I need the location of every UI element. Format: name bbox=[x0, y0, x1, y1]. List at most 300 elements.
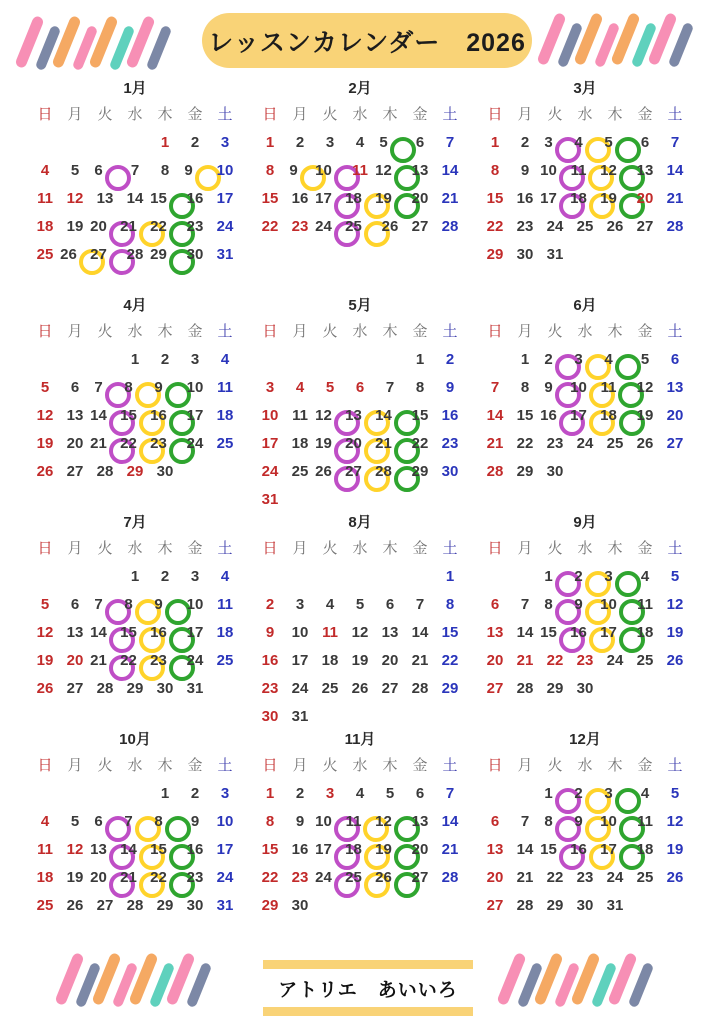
day-cell bbox=[480, 184, 510, 212]
day-cell bbox=[315, 646, 345, 674]
day-number: 3 bbox=[265, 378, 275, 396]
day-number: 13 bbox=[66, 623, 84, 641]
day-number: 30 bbox=[441, 462, 459, 480]
day-cell bbox=[120, 562, 150, 590]
day-number: 29 bbox=[441, 679, 459, 697]
day-number: 3 bbox=[325, 784, 335, 802]
day-cell bbox=[285, 618, 315, 646]
day-number: 1 bbox=[265, 784, 275, 802]
day-number: 8 bbox=[544, 595, 553, 613]
day-cell bbox=[255, 835, 285, 863]
month-title: 11月 bbox=[344, 731, 376, 748]
day-number: 30 bbox=[576, 896, 594, 914]
month-day-grid bbox=[30, 751, 240, 919]
day-number: 17 bbox=[261, 434, 279, 452]
day-number: 4 bbox=[295, 378, 305, 396]
day-number: 16 bbox=[186, 189, 204, 207]
day-number: 29 bbox=[126, 462, 144, 480]
day-number: 9 bbox=[574, 812, 583, 830]
weekday-label: 水 bbox=[352, 322, 368, 340]
weekday-label: 土 bbox=[217, 105, 233, 123]
month-day-grid bbox=[30, 534, 240, 702]
lesson-circle-green bbox=[615, 354, 641, 380]
day-number: 17 bbox=[216, 189, 234, 207]
weekday-label: 水 bbox=[127, 539, 143, 557]
day-number: 12 bbox=[666, 812, 684, 830]
day-number: 12 bbox=[351, 623, 369, 641]
day-number: 27 bbox=[666, 434, 684, 452]
header bbox=[0, 0, 724, 78]
weekday-label: 水 bbox=[577, 322, 593, 340]
day-number: 9 bbox=[295, 812, 305, 830]
brush-decoration-bottom-right bbox=[506, 952, 646, 1008]
day-cell bbox=[345, 590, 375, 618]
day-cell bbox=[480, 128, 510, 156]
day-number: 22 bbox=[150, 217, 167, 235]
day-number: 18 bbox=[291, 434, 309, 452]
day-number: 24 bbox=[576, 434, 594, 452]
day-number: 12 bbox=[315, 406, 332, 424]
day-cell bbox=[30, 835, 60, 863]
day-number: 7 bbox=[520, 812, 530, 830]
day-number: 20 bbox=[666, 406, 684, 424]
weekday-label: 月 bbox=[67, 756, 83, 774]
day-number: 13 bbox=[636, 161, 654, 179]
day-number: 3 bbox=[190, 567, 200, 585]
day-number: 26 bbox=[606, 217, 624, 235]
day-number: 16 bbox=[441, 406, 459, 424]
day-number: 16 bbox=[291, 840, 309, 858]
weekday-label: 土 bbox=[667, 756, 683, 774]
month-block bbox=[30, 512, 240, 729]
month-day-grid bbox=[30, 317, 240, 485]
day-cell bbox=[510, 373, 540, 401]
day-number: 21 bbox=[375, 434, 392, 452]
day-number: 2 bbox=[445, 350, 455, 368]
weekday-label: 木 bbox=[382, 105, 398, 123]
day-number: 9 bbox=[154, 595, 163, 613]
day-number: 28 bbox=[126, 245, 144, 263]
day-number: 6 bbox=[415, 784, 425, 802]
day-cell bbox=[90, 212, 120, 240]
day-number: 23 bbox=[576, 651, 594, 669]
day-cell bbox=[480, 212, 510, 240]
day-number: 15 bbox=[486, 189, 504, 207]
weekday-label: 金 bbox=[187, 322, 203, 340]
month-day-grid bbox=[255, 751, 465, 919]
day-cell bbox=[180, 345, 210, 373]
day-cell bbox=[60, 212, 90, 240]
day-number: 17 bbox=[216, 840, 234, 858]
day-number: 19 bbox=[351, 651, 369, 669]
day-number: 30 bbox=[291, 896, 309, 914]
day-cell bbox=[60, 401, 90, 429]
day-number: 8 bbox=[520, 378, 530, 396]
day-cell bbox=[150, 128, 180, 156]
day-number: 18 bbox=[636, 623, 654, 641]
day-number: 16 bbox=[516, 189, 534, 207]
day-number: 1 bbox=[520, 350, 530, 368]
day-number: 29 bbox=[546, 896, 564, 914]
empty-day-cell bbox=[480, 562, 510, 590]
day-number: 11 bbox=[217, 378, 233, 396]
day-cell bbox=[480, 457, 510, 485]
day-number: 15 bbox=[120, 406, 137, 424]
weekday-label: 火 bbox=[97, 105, 113, 123]
day-number: 6 bbox=[70, 595, 80, 613]
day-number: 29 bbox=[546, 679, 564, 697]
weekday-label: 土 bbox=[442, 539, 458, 557]
day-number: 28 bbox=[516, 679, 534, 697]
day-cell bbox=[285, 807, 315, 835]
day-cell bbox=[510, 863, 540, 891]
weekday-label: 月 bbox=[517, 322, 533, 340]
weekday-label: 日 bbox=[487, 322, 503, 340]
weekday-label: 日 bbox=[487, 756, 503, 774]
weekday-label: 金 bbox=[187, 756, 203, 774]
day-number: 4 bbox=[355, 784, 365, 802]
day-cell bbox=[210, 618, 240, 646]
day-cell bbox=[480, 590, 510, 618]
month-block bbox=[255, 78, 465, 295]
day-cell bbox=[435, 373, 465, 401]
day-cell bbox=[510, 891, 540, 919]
day-cell bbox=[480, 156, 510, 184]
day-number: 20 bbox=[486, 651, 504, 669]
day-number: 14 bbox=[516, 623, 534, 641]
weekday-label: 木 bbox=[607, 322, 623, 340]
weekday-label: 火 bbox=[322, 105, 338, 123]
day-number: 10 bbox=[315, 812, 332, 830]
day-cell bbox=[435, 674, 465, 702]
day-number: 14 bbox=[441, 812, 459, 830]
day-number: 11 bbox=[637, 595, 653, 613]
day-cell bbox=[210, 401, 240, 429]
day-number: 15 bbox=[411, 406, 429, 424]
day-cell bbox=[30, 156, 60, 184]
day-cell bbox=[480, 891, 510, 919]
day-number: 30 bbox=[186, 245, 204, 263]
day-number: 23 bbox=[576, 868, 594, 886]
day-number: 23 bbox=[291, 217, 309, 235]
day-cell bbox=[345, 646, 375, 674]
day-number: 1 bbox=[544, 784, 553, 802]
day-cell bbox=[660, 184, 690, 212]
day-cell bbox=[480, 646, 510, 674]
day-number: 11 bbox=[37, 189, 53, 207]
day-number: 7 bbox=[130, 161, 140, 179]
weekday-label: 水 bbox=[127, 322, 143, 340]
day-cell bbox=[435, 807, 465, 835]
day-number: 8 bbox=[415, 378, 425, 396]
month-title: 6月 bbox=[573, 297, 597, 314]
day-number: 14 bbox=[90, 406, 107, 424]
day-number: 14 bbox=[441, 161, 459, 179]
day-cell bbox=[510, 156, 540, 184]
weekday-label: 木 bbox=[382, 756, 398, 774]
day-cell bbox=[315, 674, 345, 702]
day-number: 24 bbox=[186, 434, 204, 452]
day-cell bbox=[180, 128, 210, 156]
day-cell bbox=[510, 618, 540, 646]
empty-day-cell bbox=[255, 562, 285, 590]
day-number: 26 bbox=[66, 896, 84, 914]
day-cell bbox=[210, 128, 240, 156]
day-number: 31 bbox=[186, 679, 204, 697]
weekday-label: 月 bbox=[292, 539, 308, 557]
empty-day-cell bbox=[30, 128, 60, 156]
brush-decoration-bottom-left bbox=[64, 952, 204, 1008]
day-cell bbox=[660, 128, 690, 156]
day-number: 15 bbox=[150, 189, 167, 207]
weekday-label: 金 bbox=[637, 756, 653, 774]
day-number: 1 bbox=[415, 350, 425, 368]
day-cell bbox=[480, 807, 510, 835]
day-number: 17 bbox=[186, 623, 204, 641]
day-number: 22 bbox=[120, 434, 137, 452]
day-number: 10 bbox=[261, 406, 279, 424]
day-number: 1 bbox=[160, 784, 170, 802]
day-number: 20 bbox=[66, 434, 84, 452]
day-cell bbox=[510, 646, 540, 674]
day-number: 30 bbox=[516, 245, 534, 263]
band-bottom-bar bbox=[263, 1007, 473, 1016]
day-number: 28 bbox=[666, 217, 684, 235]
day-number: 25 bbox=[36, 896, 54, 914]
month-day-grid bbox=[480, 317, 690, 485]
day-number: 4 bbox=[604, 350, 613, 368]
day-number: 8 bbox=[160, 161, 170, 179]
day-number: 19 bbox=[375, 189, 392, 207]
day-number: 1 bbox=[130, 567, 140, 585]
day-cell bbox=[435, 562, 465, 590]
title-pill bbox=[202, 13, 532, 68]
day-cell bbox=[405, 779, 435, 807]
weekday-label: 金 bbox=[412, 539, 428, 557]
day-cell bbox=[315, 128, 345, 156]
lesson-circle-green bbox=[615, 788, 641, 814]
day-number: 19 bbox=[375, 840, 392, 858]
day-number: 11 bbox=[322, 623, 338, 641]
day-number: 11 bbox=[217, 595, 233, 613]
empty-day-cell bbox=[375, 562, 405, 590]
empty-day-cell bbox=[90, 345, 120, 373]
day-cell bbox=[210, 373, 240, 401]
weekday-label: 月 bbox=[292, 322, 308, 340]
day-number: 15 bbox=[120, 623, 137, 641]
day-number: 21 bbox=[666, 189, 684, 207]
month-block bbox=[255, 512, 465, 729]
day-cell bbox=[435, 646, 465, 674]
day-number: 11 bbox=[352, 161, 368, 179]
day-cell bbox=[345, 373, 375, 401]
day-cell bbox=[285, 457, 315, 485]
day-number: 22 bbox=[441, 651, 459, 669]
month-day-grid bbox=[255, 317, 465, 513]
day-number: 9 bbox=[544, 378, 553, 396]
day-cell bbox=[30, 184, 60, 212]
day-number: 14 bbox=[516, 840, 534, 858]
day-number: 4 bbox=[220, 350, 230, 368]
day-number: 5 bbox=[670, 567, 680, 585]
day-cell bbox=[510, 835, 540, 863]
day-number: 22 bbox=[516, 434, 534, 452]
day-number: 11 bbox=[600, 378, 617, 396]
day-cell bbox=[255, 618, 285, 646]
day-number: 15 bbox=[261, 840, 279, 858]
day-number: 2 bbox=[574, 784, 583, 802]
day-number: 13 bbox=[411, 161, 429, 179]
day-cell bbox=[90, 373, 120, 401]
day-cell bbox=[180, 779, 210, 807]
month-title: 4月 bbox=[123, 297, 147, 314]
day-number: 14 bbox=[666, 161, 684, 179]
day-number: 3 bbox=[604, 567, 613, 585]
day-cell bbox=[285, 128, 315, 156]
day-cell bbox=[660, 373, 690, 401]
day-number: 19 bbox=[636, 406, 654, 424]
month-title: 2月 bbox=[348, 80, 372, 97]
day-number: 31 bbox=[291, 707, 309, 725]
weekday-label: 月 bbox=[67, 105, 83, 123]
day-number: 9 bbox=[190, 812, 200, 830]
day-cell bbox=[540, 779, 570, 807]
day-cell bbox=[255, 590, 285, 618]
weekday-label: 日 bbox=[487, 105, 503, 123]
day-cell bbox=[435, 184, 465, 212]
month-block bbox=[30, 295, 240, 512]
month-block bbox=[480, 512, 690, 729]
day-number: 30 bbox=[156, 462, 174, 480]
day-cell bbox=[255, 674, 285, 702]
day-number: 18 bbox=[36, 217, 54, 235]
day-number: 8 bbox=[124, 378, 133, 396]
brush-decoration-top-right bbox=[546, 12, 686, 68]
weekday-label: 金 bbox=[187, 539, 203, 557]
weekday-label: 火 bbox=[322, 322, 338, 340]
weekday-label: 火 bbox=[547, 105, 563, 123]
weekday-label: 金 bbox=[412, 322, 428, 340]
day-number: 17 bbox=[315, 189, 332, 207]
day-number: 25 bbox=[345, 217, 362, 235]
day-cell bbox=[345, 779, 375, 807]
day-number: 28 bbox=[411, 679, 429, 697]
day-cell bbox=[660, 401, 690, 429]
day-cell bbox=[435, 457, 465, 485]
day-number: 24 bbox=[216, 868, 234, 886]
weekday-label: 日 bbox=[262, 322, 278, 340]
day-number: 27 bbox=[96, 896, 114, 914]
day-number: 10 bbox=[186, 595, 204, 613]
day-number: 15 bbox=[540, 840, 557, 858]
day-number: 29 bbox=[126, 679, 144, 697]
day-number: 12 bbox=[636, 378, 654, 396]
day-number: 27 bbox=[411, 217, 429, 235]
day-cell bbox=[570, 674, 600, 702]
day-number: 24 bbox=[291, 679, 309, 697]
day-cell bbox=[480, 863, 510, 891]
day-number: 4 bbox=[574, 133, 583, 151]
day-number: 26 bbox=[666, 651, 684, 669]
day-cell bbox=[315, 807, 345, 835]
day-number: 4 bbox=[640, 784, 650, 802]
day-cell bbox=[30, 240, 60, 268]
day-cell bbox=[285, 212, 315, 240]
day-number: 8 bbox=[544, 812, 553, 830]
day-cell bbox=[540, 457, 570, 485]
weekday-label: 金 bbox=[187, 105, 203, 123]
day-number: 20 bbox=[486, 868, 504, 886]
day-number: 29 bbox=[516, 462, 534, 480]
empty-day-cell bbox=[255, 345, 285, 373]
day-number: 26 bbox=[60, 245, 77, 263]
day-number: 25 bbox=[36, 245, 54, 263]
day-number: 22 bbox=[261, 868, 279, 886]
day-number: 21 bbox=[411, 651, 429, 669]
day-cell bbox=[60, 618, 90, 646]
day-cell bbox=[60, 863, 90, 891]
weekday-label: 日 bbox=[262, 539, 278, 557]
day-number: 26 bbox=[36, 462, 54, 480]
day-number: 28 bbox=[486, 462, 504, 480]
day-cell bbox=[435, 618, 465, 646]
day-number: 18 bbox=[636, 840, 654, 858]
day-cell bbox=[60, 457, 90, 485]
day-number: 3 bbox=[325, 133, 335, 151]
day-number: 11 bbox=[570, 161, 587, 179]
weekday-label: 土 bbox=[442, 756, 458, 774]
day-number: 6 bbox=[670, 350, 680, 368]
weekday-label: 土 bbox=[667, 105, 683, 123]
day-number: 18 bbox=[600, 406, 617, 424]
day-number: 12 bbox=[36, 623, 54, 641]
day-number: 7 bbox=[670, 133, 680, 151]
empty-day-cell bbox=[405, 562, 435, 590]
day-cell bbox=[150, 562, 180, 590]
weekday-label: 金 bbox=[412, 756, 428, 774]
day-cell bbox=[30, 618, 60, 646]
day-cell bbox=[210, 562, 240, 590]
day-cell bbox=[435, 429, 465, 457]
day-number: 7 bbox=[445, 784, 455, 802]
day-number: 20 bbox=[636, 189, 654, 207]
day-number: 28 bbox=[516, 896, 534, 914]
day-number: 22 bbox=[411, 434, 429, 452]
day-cell bbox=[315, 401, 345, 429]
day-number: 23 bbox=[516, 217, 534, 235]
day-number: 9 bbox=[184, 161, 193, 179]
day-number: 6 bbox=[415, 133, 425, 151]
day-number: 27 bbox=[90, 245, 107, 263]
lesson-circle-green bbox=[165, 816, 191, 842]
day-number: 18 bbox=[570, 189, 587, 207]
day-number: 10 bbox=[291, 623, 309, 641]
weekday-label: 木 bbox=[607, 756, 623, 774]
day-number: 7 bbox=[124, 812, 133, 830]
day-number: 30 bbox=[576, 679, 594, 697]
day-number: 19 bbox=[666, 623, 684, 641]
weekday-label: 水 bbox=[577, 105, 593, 123]
day-number: 5 bbox=[604, 133, 613, 151]
day-number: 19 bbox=[66, 217, 84, 235]
day-cell bbox=[435, 863, 465, 891]
day-cell bbox=[150, 156, 180, 184]
day-number: 26 bbox=[36, 679, 54, 697]
day-number: 8 bbox=[265, 161, 275, 179]
day-cell bbox=[480, 618, 510, 646]
day-number: 11 bbox=[637, 812, 653, 830]
day-cell bbox=[480, 429, 510, 457]
